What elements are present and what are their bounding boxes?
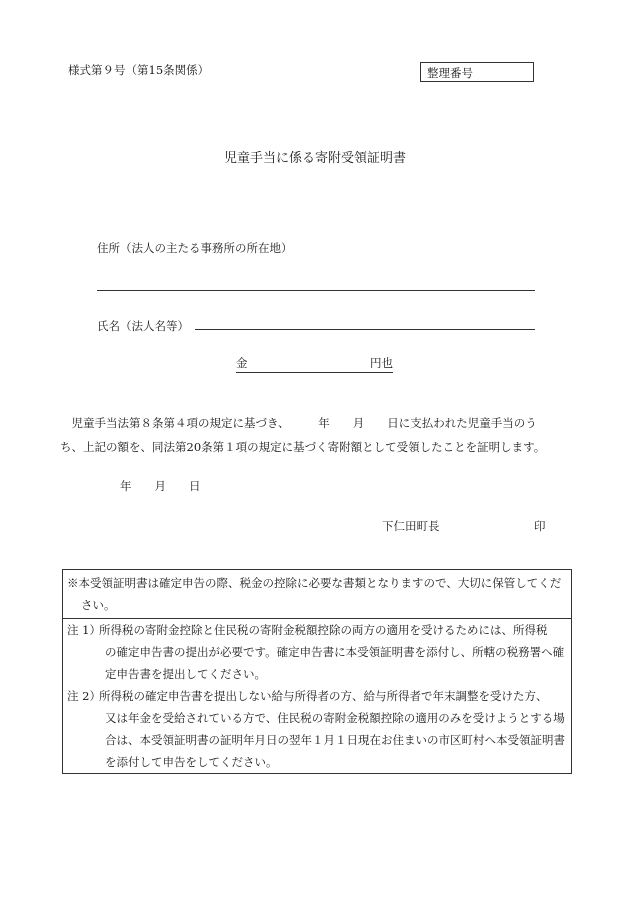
- address-label: 住所（法人の主たる事務所の所在地）: [97, 241, 293, 255]
- issuer-title: 下仁田町長: [382, 519, 440, 533]
- reference-number-label: 整理番号: [427, 66, 473, 80]
- note-2-line: 合は、本受領証明書の証明年月日の翌年１月１日現在お住まいの市区町村へ本受領証明書: [105, 733, 565, 747]
- address-line[interactable]: [97, 290, 535, 291]
- issue-date: 年 月 日: [120, 479, 201, 493]
- note-2-line: 又は年金を受給されている方で、住民税の寄附金税額控除の適用のみを受けようとする場: [105, 711, 565, 725]
- note-2-line: 所得税の確定申告書を提出しない給与所得者の方、給与所得者で年末調整を受けた方、: [99, 689, 548, 703]
- amount-field[interactable]: [236, 355, 393, 373]
- certification-line-1: 児童手当法第８条第４項の規定に基づき、 年 月 日に支払われた児童手当のう: [60, 416, 537, 430]
- note-1: [63, 619, 571, 685]
- form-number: 様式第９号（第15条関係）: [68, 63, 210, 77]
- note-1-line: 定申告書を提出してください。: [105, 667, 266, 681]
- amount-prefix: 金: [236, 356, 248, 370]
- note-2-label: 注 2）: [67, 689, 101, 703]
- storage-warning-line-2: さい。: [81, 598, 116, 612]
- certification-line-2: ち、上記の額を、同法第20条第１項の規定に基づく寄附額として受領したことを証明します。: [60, 440, 546, 454]
- note-1-line: 所得税の寄附金控除と住民税の寄附金税額控除の両方の適用を受けるためには、所得税: [99, 623, 548, 637]
- name-label: 氏名（法人名等）: [97, 319, 189, 333]
- amount-suffix: 円也: [370, 356, 393, 370]
- storage-warning-line-1: ※本受領証明書は確定申告の際、税金の控除に必要な書類となりますので、大切に保管してくだ: [67, 576, 562, 590]
- note-1-line: の確定申告書の提出が必要です。確定申告書に本受領証明書を添付し、所轄の税務署へ確: [105, 645, 565, 659]
- storage-warning: [63, 570, 571, 619]
- note-1-label: 注 1）: [67, 623, 101, 637]
- notes-box: [62, 569, 572, 774]
- seal-mark: 印: [534, 519, 546, 533]
- reference-number-box[interactable]: [420, 62, 534, 82]
- note-2-line: を添付して申告をしてください。: [105, 755, 278, 769]
- document-title: 児童手当に係る寄附受領証明書: [223, 151, 406, 166]
- note-2: [63, 685, 571, 773]
- certification-text: [60, 411, 580, 459]
- name-line[interactable]: [195, 329, 535, 330]
